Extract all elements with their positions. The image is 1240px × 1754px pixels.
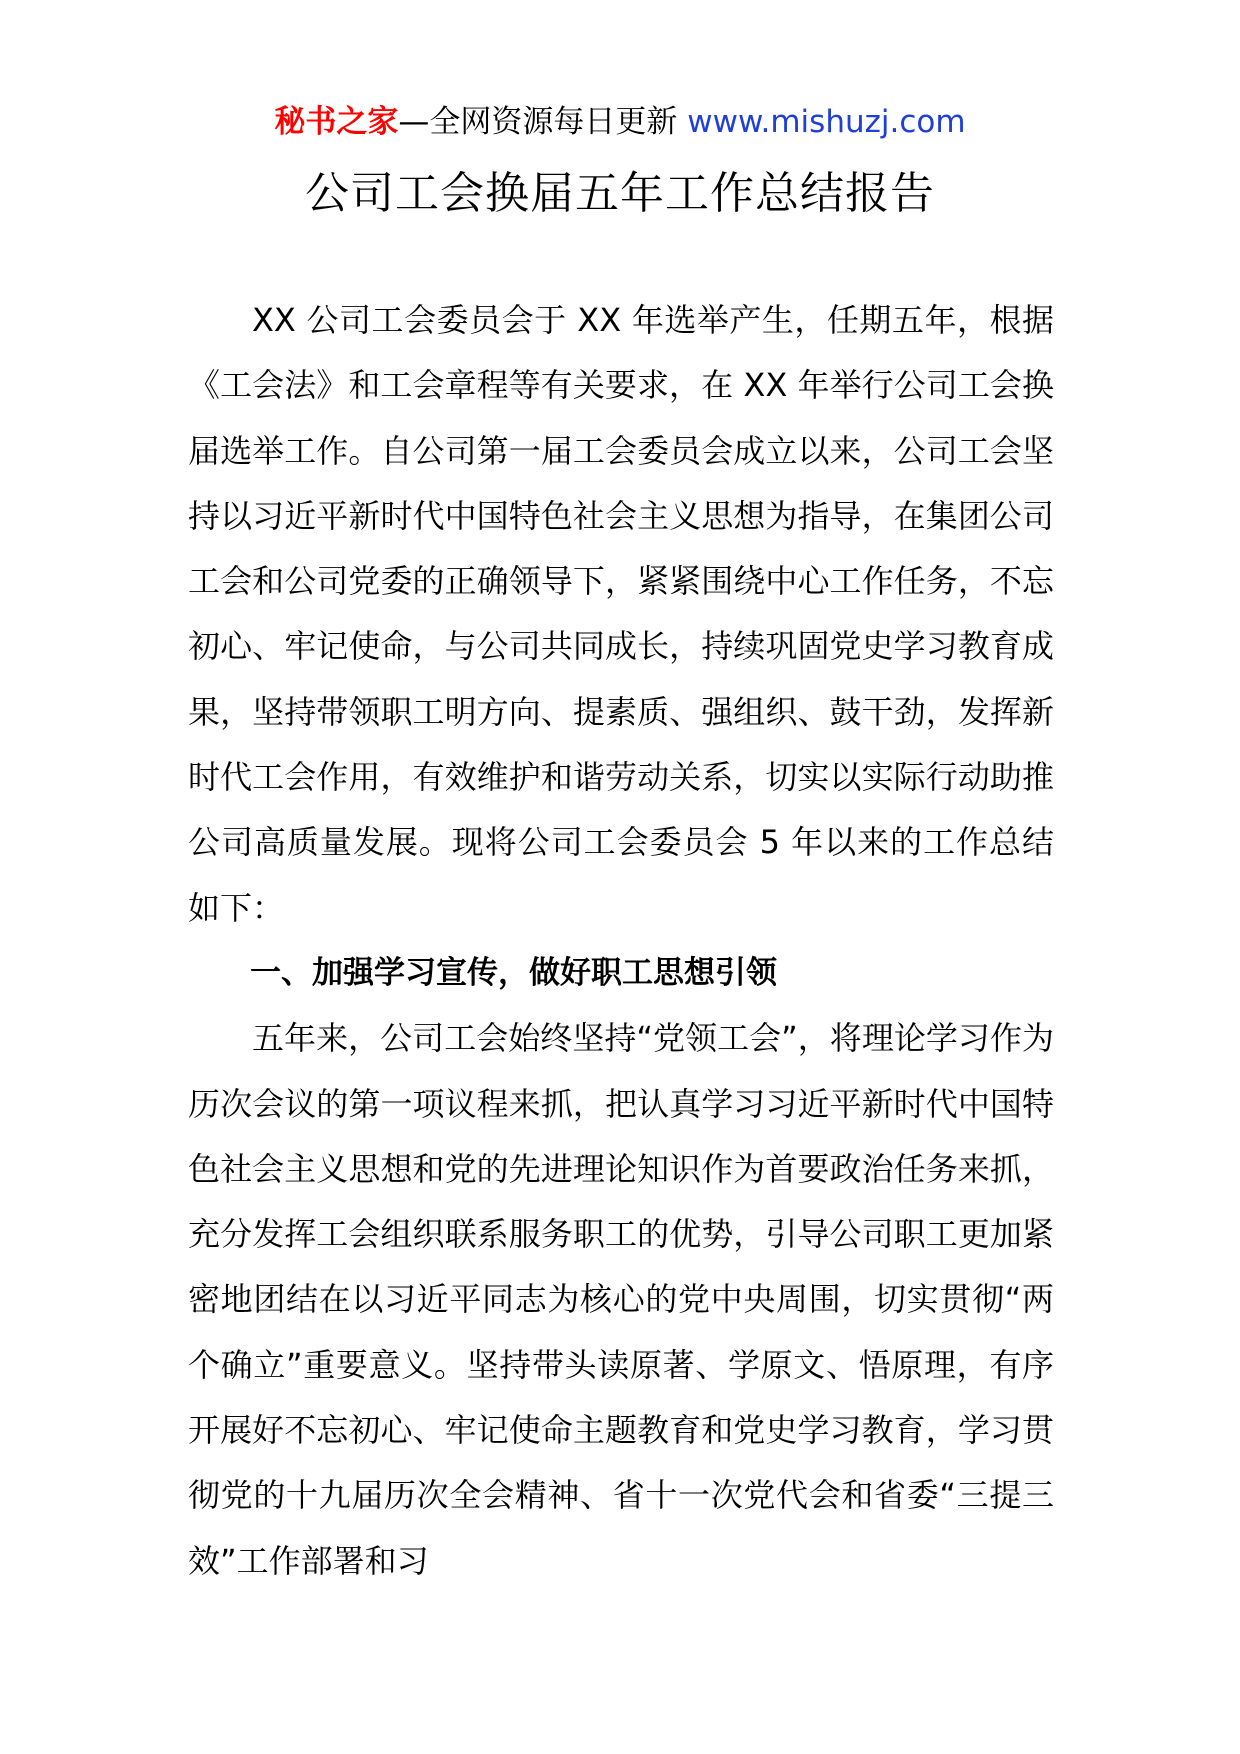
document-title: 公司工会换届五年工作总结报告: [305, 168, 935, 219]
brand-name: 秘书之家: [274, 104, 399, 140]
section-heading-1: 一、加强学习宣传，做好职工思想引领: [250, 954, 777, 991]
intro-paragraph: XX 公司工会委员会于 XX 年选举产生，任期五年，根据《工会法》和工会章程等有关要求，在 XX 年举行公司工会换届选举工作。自公司第一届工会委员会成立以来，公司工会坚持以习近平新时代中国特色社会主义思想为指导，在集团公司工会和公司党委的正确领导下，紧紧围绕中心工作任务，不忘初心、牢记使命，与公司共同成长，持续巩固党史学习教育成果，坚持带领职工明方向、提素质、强组织、鼓干劲，发挥新时代工会作用，有效维护和谐劳动关系，切实以实际行动助推公司高质量发展。现将公司工会委员会 5 年以来的工作总结如下：: [188, 301, 1054, 927]
site-header: [0, 100, 1240, 144]
header-slogan: —全网资源每日更新: [398, 104, 688, 140]
document-body: [188, 288, 1054, 1594]
section-1-paragraph: 五年来，公司工会始终坚持“党领工会”，将理论学习作为历次会议的第一项议程来抓，把认真学习习近平新时代中国特色社会主义思想和党的先进理论知识作为首要政治任务来抓，充分发挥工会组织联系服务职工的优势，引导公司职工更加紧密地团结在以习近平同志为核心的党中央周围，切实贯彻“两个确立”重要意义。坚持带头读原著、学原文、悟原理，有序开展好不忘初心、牢记使命主题教育和党史学习教育，学习贯彻党的十九届历次全会精神、省十一次党代会和省委“三提三效”工作部署和习: [188, 1019, 1054, 1580]
site-url-link[interactable]: www.mishuzj.com: [687, 104, 966, 140]
